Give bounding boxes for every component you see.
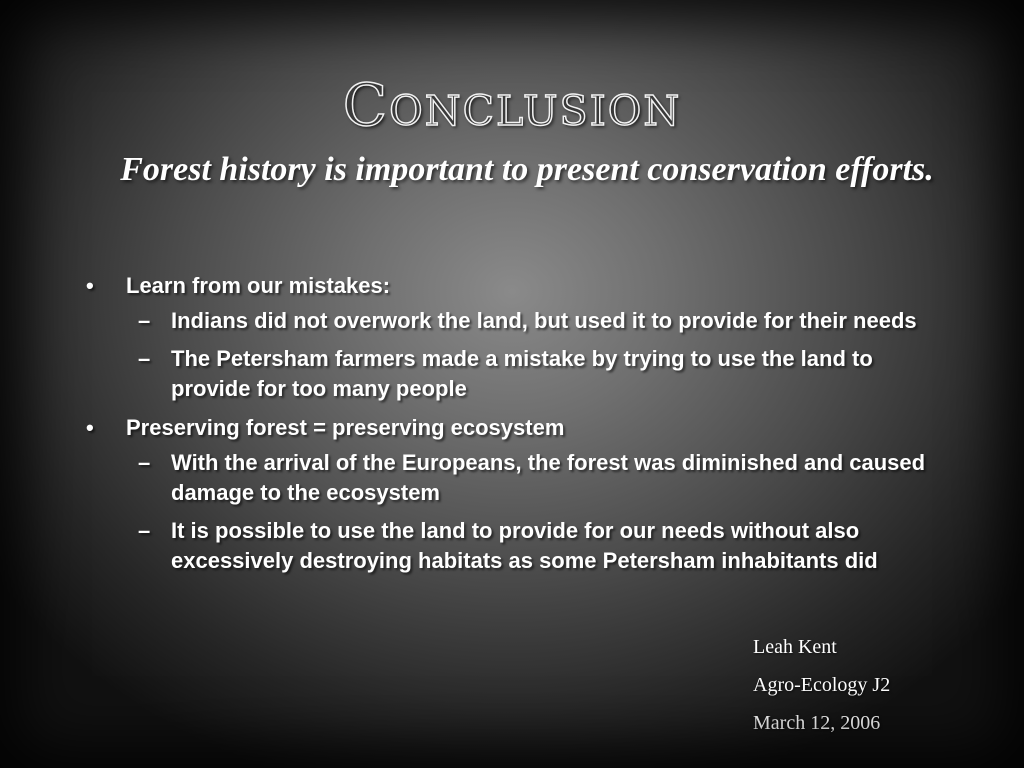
bullet-point	[82, 412, 927, 444]
sub-point	[82, 344, 927, 404]
sub-marker: –	[138, 518, 151, 543]
sub-point	[82, 306, 927, 336]
sub-marker: –	[138, 450, 151, 475]
bullet-text: Learn from our mistakes:	[126, 273, 391, 298]
author-name: Leah Kent	[753, 636, 837, 658]
author-date: March 12, 2006	[753, 712, 881, 734]
bullet-marker: •	[86, 273, 94, 298]
bullet-list	[82, 270, 927, 584]
author-course: Agro-Ecology J2	[753, 674, 891, 696]
bullet-text: Preserving forest = preserving ecosystem	[126, 415, 565, 440]
sub-point-text: The Petersham farmers made a mistake by trying to use the land to provide for too many people	[171, 346, 873, 401]
author-block	[753, 628, 890, 742]
slide-subtitle: Forest history is important to present conservation efforts.	[120, 151, 934, 188]
sub-point-text: It is possible to use the land to provide for our needs without also excessively destroying habitats as some Petersham inhabitants did	[171, 518, 878, 573]
sub-point	[82, 516, 927, 576]
bullet-point	[82, 270, 927, 302]
sub-point-text: With the arrival of the Europeans, the forest was diminished and caused damage to the ecosystem	[171, 450, 926, 505]
sub-point	[82, 448, 927, 508]
sub-point-text: Indians did not overwork the land, but used it to provide for their needs	[171, 308, 917, 333]
bullet-marker: •	[86, 415, 94, 440]
sub-marker: –	[138, 346, 151, 371]
slide-title: Conclusion	[342, 71, 682, 139]
sub-marker: –	[138, 308, 151, 333]
